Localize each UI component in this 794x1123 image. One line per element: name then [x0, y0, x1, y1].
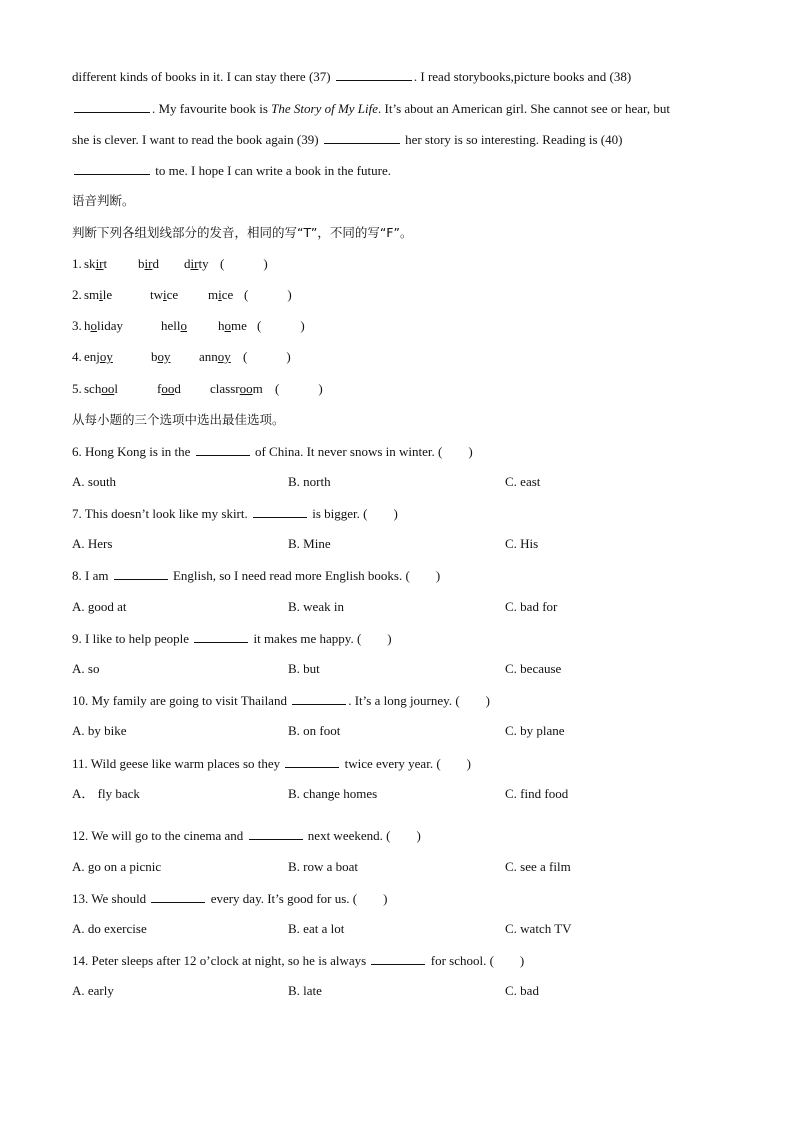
passage-text: her story is so interesting. Reading is (40): [405, 132, 623, 147]
option-b[interactable]: B. change homes: [288, 786, 378, 801]
option-a[interactable]: A. Hers: [72, 536, 113, 551]
underlined-letters: o: [224, 318, 231, 333]
passage-line-1: [72, 68, 631, 85]
passage-line-4: [72, 162, 391, 179]
phonics-heading: 语音判断。: [72, 193, 135, 208]
question-number: 1.: [72, 256, 82, 271]
option-a[interactable]: A. by bike: [72, 723, 127, 738]
option-a[interactable]: A. good at: [72, 599, 127, 614]
choice-heading: 从每小题的三个选项中选出最佳选项。: [72, 412, 285, 427]
underlined-letters: oy: [217, 349, 231, 364]
phonics-word: smile: [84, 287, 113, 302]
underlined-letters: ir: [144, 256, 153, 271]
answer-blank[interactable]: [196, 443, 250, 456]
phonics-instruction: 判断下列各组划线部分的发音，相同的写“T”，不同的写“F”。: [72, 225, 413, 240]
option-a[interactable]: A. south: [72, 474, 117, 489]
option-a[interactable]: A. so: [72, 661, 100, 676]
underlined-letters: oy: [157, 349, 171, 364]
underlined-letters: ir: [190, 256, 199, 271]
question-number: 5.: [72, 381, 82, 396]
phonics-word: mice: [208, 287, 234, 302]
phonics-item: [72, 287, 82, 303]
phonics-word: dirty: [184, 256, 209, 271]
phonics-word: enjoy: [84, 349, 113, 364]
answer-blank[interactable]: [253, 505, 307, 518]
phonics-word: annoy: [199, 349, 231, 364]
phonics-item: [72, 256, 82, 272]
underlined-letters: ir: [95, 256, 104, 271]
underlined-letters: oo: [101, 381, 115, 396]
option-c[interactable]: C. His: [505, 536, 539, 551]
question-stem: 14. Peter sleeps after 12 o’clock at night, so he is always for school. ( ): [72, 953, 525, 968]
answer-blank[interactable]: [292, 692, 346, 705]
passage-text: she is clever. I want to read the book again (39): [72, 132, 319, 147]
underlined-letters: oo: [239, 381, 253, 396]
passage-text: different kinds of books in it. I can stay there (37): [72, 69, 331, 84]
answer-blank-39[interactable]: [324, 131, 400, 144]
answer-blank[interactable]: [114, 567, 168, 580]
option-c[interactable]: C. watch TV: [505, 921, 572, 936]
phonics-word: skirt: [84, 256, 108, 271]
question-stem: 11. Wild geese like warm places so they twice every year. ( ): [72, 756, 471, 771]
option-b[interactable]: B. Mine: [288, 536, 331, 551]
option-b[interactable]: B. late: [288, 983, 322, 998]
answer-parentheses[interactable]: ( ): [243, 349, 291, 364]
question-stem: 13. We should every day. It’s good for us. ( ): [72, 891, 388, 906]
phonics-word: hello: [161, 318, 187, 333]
question-number: 2.: [72, 287, 82, 302]
option-a[interactable]: A． fly back: [72, 786, 140, 801]
option-b[interactable]: B. eat a lot: [288, 921, 345, 936]
answer-blank-40[interactable]: [74, 162, 150, 175]
answer-blank[interactable]: [249, 827, 303, 840]
passage-text: to me. I hope I can write a book in the future.: [155, 163, 391, 178]
phonics-word: school: [84, 381, 118, 396]
answer-blank[interactable]: [285, 755, 339, 768]
book-title: The Story of My Life: [271, 101, 379, 116]
question-stem: 6. Hong Kong is in the of China. It never snows in winter. ( ): [72, 444, 473, 459]
answer-blank-38[interactable]: [74, 100, 150, 113]
question-stem: 8. I am English, so I need read more English books. ( ): [72, 568, 441, 583]
answer-parentheses[interactable]: ( ): [220, 256, 268, 271]
question-number: 3.: [72, 318, 82, 333]
answer-blank[interactable]: [371, 952, 425, 965]
option-b[interactable]: B. row a boat: [288, 859, 359, 874]
underlined-letters: oy: [99, 349, 113, 364]
phonics-word: twice: [150, 287, 179, 302]
answer-blank[interactable]: [151, 890, 205, 903]
option-a[interactable]: A. early: [72, 983, 114, 998]
answer-blank-37[interactable]: [336, 68, 412, 81]
answer-parentheses[interactable]: ( ): [244, 287, 292, 302]
passage-line-2: [72, 100, 670, 117]
passage-text: . I read storybooks,picture books and (38): [413, 69, 632, 84]
answer-blank[interactable]: [194, 630, 248, 643]
option-c[interactable]: C. find food: [505, 786, 569, 801]
phonics-item: [72, 349, 82, 365]
underlined-letters: i: [163, 287, 167, 302]
phonics-item: [72, 381, 82, 397]
option-a[interactable]: A. do exercise: [72, 921, 147, 936]
option-c[interactable]: C. bad: [505, 983, 539, 998]
phonics-word: home: [218, 318, 247, 333]
underlined-letters: oo: [161, 381, 175, 396]
option-c[interactable]: C. because: [505, 661, 562, 676]
phonics-word: boy: [151, 349, 171, 364]
question-stem: 10. My family are going to visit Thailand . It’s a long journey. ( ): [72, 693, 490, 708]
underlined-letters: o: [90, 318, 97, 333]
answer-parentheses[interactable]: ( ): [275, 381, 323, 396]
phonics-item: [72, 318, 82, 334]
passage-text: . My favourite book is: [152, 101, 268, 116]
option-b[interactable]: B. on foot: [288, 723, 341, 738]
option-b[interactable]: B. weak in: [288, 599, 344, 614]
phonics-word: classroom: [210, 381, 263, 396]
option-b[interactable]: B. north: [288, 474, 331, 489]
underlined-letters: i: [218, 287, 222, 302]
passage-text: . It’s about an American girl. She cannot see or hear, but: [378, 101, 670, 116]
question-number: 4.: [72, 349, 82, 364]
question-stem: 12. We will go to the cinema and next weekend. ( ): [72, 828, 421, 843]
passage-line-3: [72, 131, 622, 148]
option-a[interactable]: A. go on a picnic: [72, 859, 162, 874]
phonics-word: bird: [138, 256, 159, 271]
underlined-letters: o: [180, 318, 187, 333]
option-c[interactable]: C. see a film: [505, 859, 571, 874]
option-c[interactable]: C. bad for: [505, 599, 558, 614]
underlined-letters: i: [99, 287, 103, 302]
question-stem: 9. I like to help people it makes me happy. ( ): [72, 631, 392, 646]
option-b[interactable]: B. but: [288, 661, 320, 676]
phonics-word: food: [157, 381, 181, 396]
option-c[interactable]: C. by plane: [505, 723, 565, 738]
option-c[interactable]: C. east: [505, 474, 541, 489]
question-stem: 7. This doesn’t look like my skirt. is bigger. ( ): [72, 506, 398, 521]
answer-parentheses[interactable]: ( ): [257, 318, 305, 333]
phonics-word: holiday: [84, 318, 123, 333]
